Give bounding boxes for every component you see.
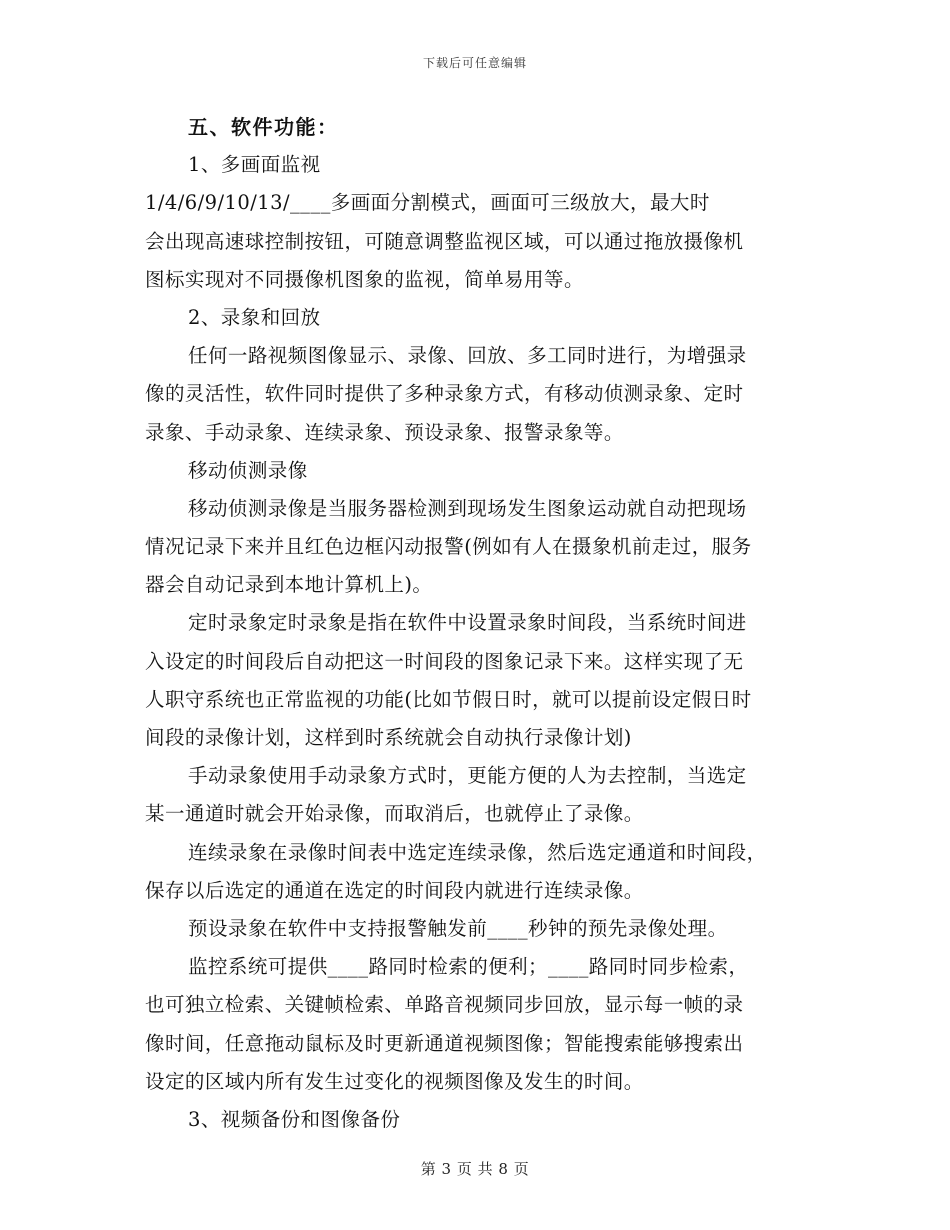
paragraph-line: 入设定的时间段后自动把这一时间段的图象记录下来。这样实现了无 [145,649,744,673]
paragraph-line: 像的灵活性，软件同时提供了多种录象方式，有移动侦测录象、定时 [145,382,744,406]
paragraph-line: 器会自动记录到本地计算机上)。 [145,573,433,597]
paragraph-line: 监控系统可提供____路同时检索的便利；____路同时同步检索， [188,955,749,979]
paragraph-line: 定时录象定时录象是指在软件中设置录象时间段，当系统时间进 [188,611,747,635]
paragraph-line: 情况记录下来并且红色边框闪动报警(例如有人在摄象机前走过，服务 [145,535,752,559]
subsection-heading: 1、多画面监视 [188,153,321,177]
page-header-note: 下载后可任意编辑 [422,56,527,70]
paragraph-line: 连续录象在录像时间表中选定连续录像，然后选定通道和时间段， [188,840,767,864]
paragraph-line: 像时间，任意拖动鼠标及时更新通道视频图像；智能搜索能够搜索出 [145,1031,744,1055]
paragraph-line: 手动录象使用手动录象方式时，更能方便的人为去控制，当选定 [188,764,747,788]
paragraph-line: 间段的录像计划，这样到时系统就会自动执行录像计划) [145,726,632,749]
paragraph-line: 预设录象在软件中支持报警触发前____秒钟的预先录像处理。 [188,916,728,940]
paragraph-line: 图标实现对不同摄像机图象的监视，简单易用等。 [145,267,584,291]
paragraph-line: 移动侦测录像是当服务器检测到现场发生图象运动就自动把现场 [188,496,747,520]
paragraph-line: 录象、手动录象、连续录象、预设录象、报警录象等。 [145,420,624,444]
paragraph-line: 保存以后选定的通道在选定的时间段内就进行连续录像。 [145,878,644,902]
section-heading: 五、软件功能： [188,115,339,139]
topic-heading: 移动侦测录像 [188,458,308,482]
paragraph-line: 设定的区域内所有发生过变化的视频图像及发生的时间。 [145,1069,644,1093]
document-body [145,108,810,1139]
paragraph-line: 某一通道时就会开始录像，而取消后，也就停止了录像。 [145,802,644,826]
paragraph-line: 人职守系统也正常监视的功能(比如节假日时，就可以提前设定假日时 [145,687,752,711]
paragraph-line: 会出现高速球控制按钮，可随意调整监视区域，可以通过拖放摄像机 [145,229,744,253]
subsection-heading: 2、录象和回放 [188,305,321,329]
page-number-footer: 第 3 页 共 8 页 [420,1160,530,1178]
subsection-heading: 3、视频备份和图像备份 [188,1107,401,1131]
paragraph-line: 也可独立检索、关键帧检索、单路音视频同步回放，显示每一帧的录 [145,993,744,1017]
paragraph-line: 1/4/6/9/10/13/____多画面分割模式，画面可三级放大，最大时 [145,191,710,215]
paragraph-line: 任何一路视频图像显示、录像、回放、多工同时进行，为增强录 [188,344,747,368]
